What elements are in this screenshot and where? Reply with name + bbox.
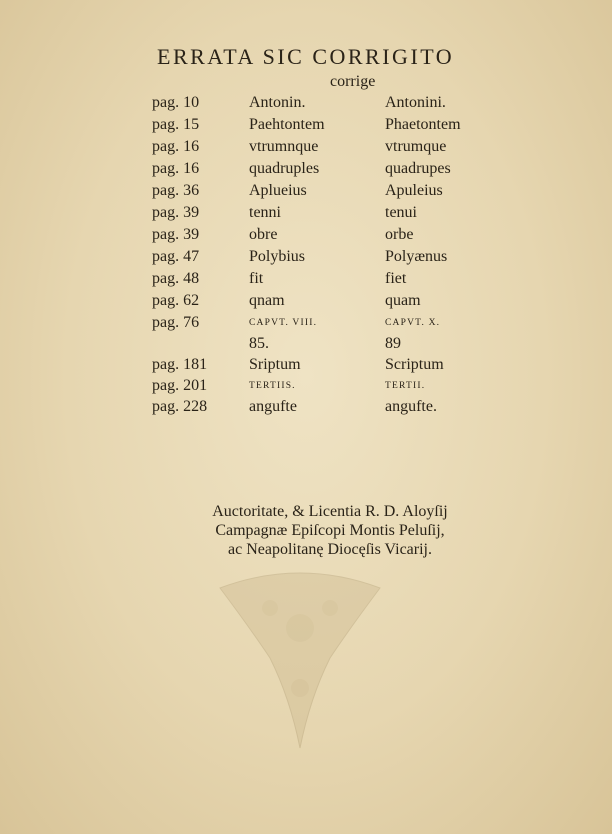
- table-row: [0, 270, 612, 290]
- wrong-reading: CAPVT. VIII.: [249, 318, 318, 328]
- correct-reading: Scriptum: [385, 356, 444, 373]
- correct-reading: angufte.: [385, 398, 437, 415]
- wrong-reading: TERTIIS.: [249, 381, 296, 391]
- wrong-reading: fit: [249, 270, 264, 287]
- wrong-reading: quadruples: [249, 160, 320, 177]
- table-row: [0, 226, 612, 246]
- wrong-reading: 85.: [249, 335, 269, 352]
- table-row: [0, 182, 612, 202]
- table-row: [0, 356, 612, 376]
- page-ref: pag. 62: [152, 292, 200, 309]
- wrong-reading: Polybius: [249, 248, 306, 265]
- table-row: [0, 248, 612, 268]
- ornament-icon: [200, 568, 400, 758]
- correct-reading: quadrupes: [385, 160, 451, 177]
- correct-reading: tenui: [385, 204, 417, 221]
- approbation-line: Campagnæ Epiſcopi Montis Peluſij,: [215, 522, 445, 539]
- page-ref: pag. 16: [152, 138, 200, 155]
- table-row: [0, 314, 612, 334]
- errata-title: ERRATA SIC CORRIGITO: [157, 44, 455, 69]
- table-row: [0, 335, 612, 355]
- correct-reading: orbe: [385, 226, 414, 243]
- correct-reading: quam: [385, 292, 421, 309]
- approbation-line: ac Neapolitanę Diocęſis Vicarij.: [228, 541, 432, 558]
- wrong-reading: Aplueius: [249, 182, 307, 199]
- correct-reading: Apuleius: [385, 182, 443, 199]
- wrong-reading: tenni: [249, 204, 281, 221]
- table-row: [0, 116, 612, 136]
- page-ref: pag. 76: [152, 314, 200, 331]
- correct-reading: fiet: [385, 270, 407, 287]
- page-ref: pag. 36: [152, 182, 200, 199]
- correct-reading: TERTII.: [385, 381, 426, 391]
- wrong-reading: qnam: [249, 292, 285, 309]
- wrong-reading: vtrumnque: [249, 138, 319, 155]
- correct-reading: Phaetontem: [385, 116, 461, 133]
- wrong-reading: obre: [249, 226, 278, 243]
- table-row: [0, 138, 612, 158]
- wrong-reading: Sriptum: [249, 356, 301, 373]
- page-ref: pag. 15: [152, 116, 200, 133]
- page-ref: pag. 201: [152, 377, 208, 394]
- correct-reading: CAPVT. X.: [385, 318, 441, 328]
- approbation-notice: [150, 502, 510, 559]
- wrong-reading: Paehtontem: [249, 116, 325, 133]
- page-ref: pag. 16: [152, 160, 200, 177]
- wrong-reading: angufte: [249, 398, 297, 415]
- page-ref: pag. 39: [152, 204, 200, 221]
- table-row: [0, 204, 612, 224]
- table-row: [0, 94, 612, 114]
- correct-reading: Antonini.: [385, 94, 446, 111]
- page-ref: pag. 181: [152, 356, 208, 373]
- approbation-line: Auctoritate, & Licentia R. D. Aloyſij: [212, 503, 448, 520]
- corrige-label: corrige: [330, 73, 376, 90]
- table-row: [0, 292, 612, 312]
- page-ref: pag. 39: [152, 226, 200, 243]
- table-row: [0, 377, 612, 397]
- wrong-reading: Antonin.: [249, 94, 306, 111]
- correct-reading: 89: [385, 335, 401, 352]
- page-ref: pag. 10: [152, 94, 200, 111]
- table-row: [0, 160, 612, 180]
- page-ref: pag. 228: [152, 398, 208, 415]
- correct-reading: Polyænus: [385, 248, 448, 265]
- table-row: [0, 398, 612, 418]
- correct-reading: vtrumque: [385, 138, 447, 155]
- page-ref: pag. 48: [152, 270, 200, 287]
- page-ref: pag. 47: [152, 248, 200, 265]
